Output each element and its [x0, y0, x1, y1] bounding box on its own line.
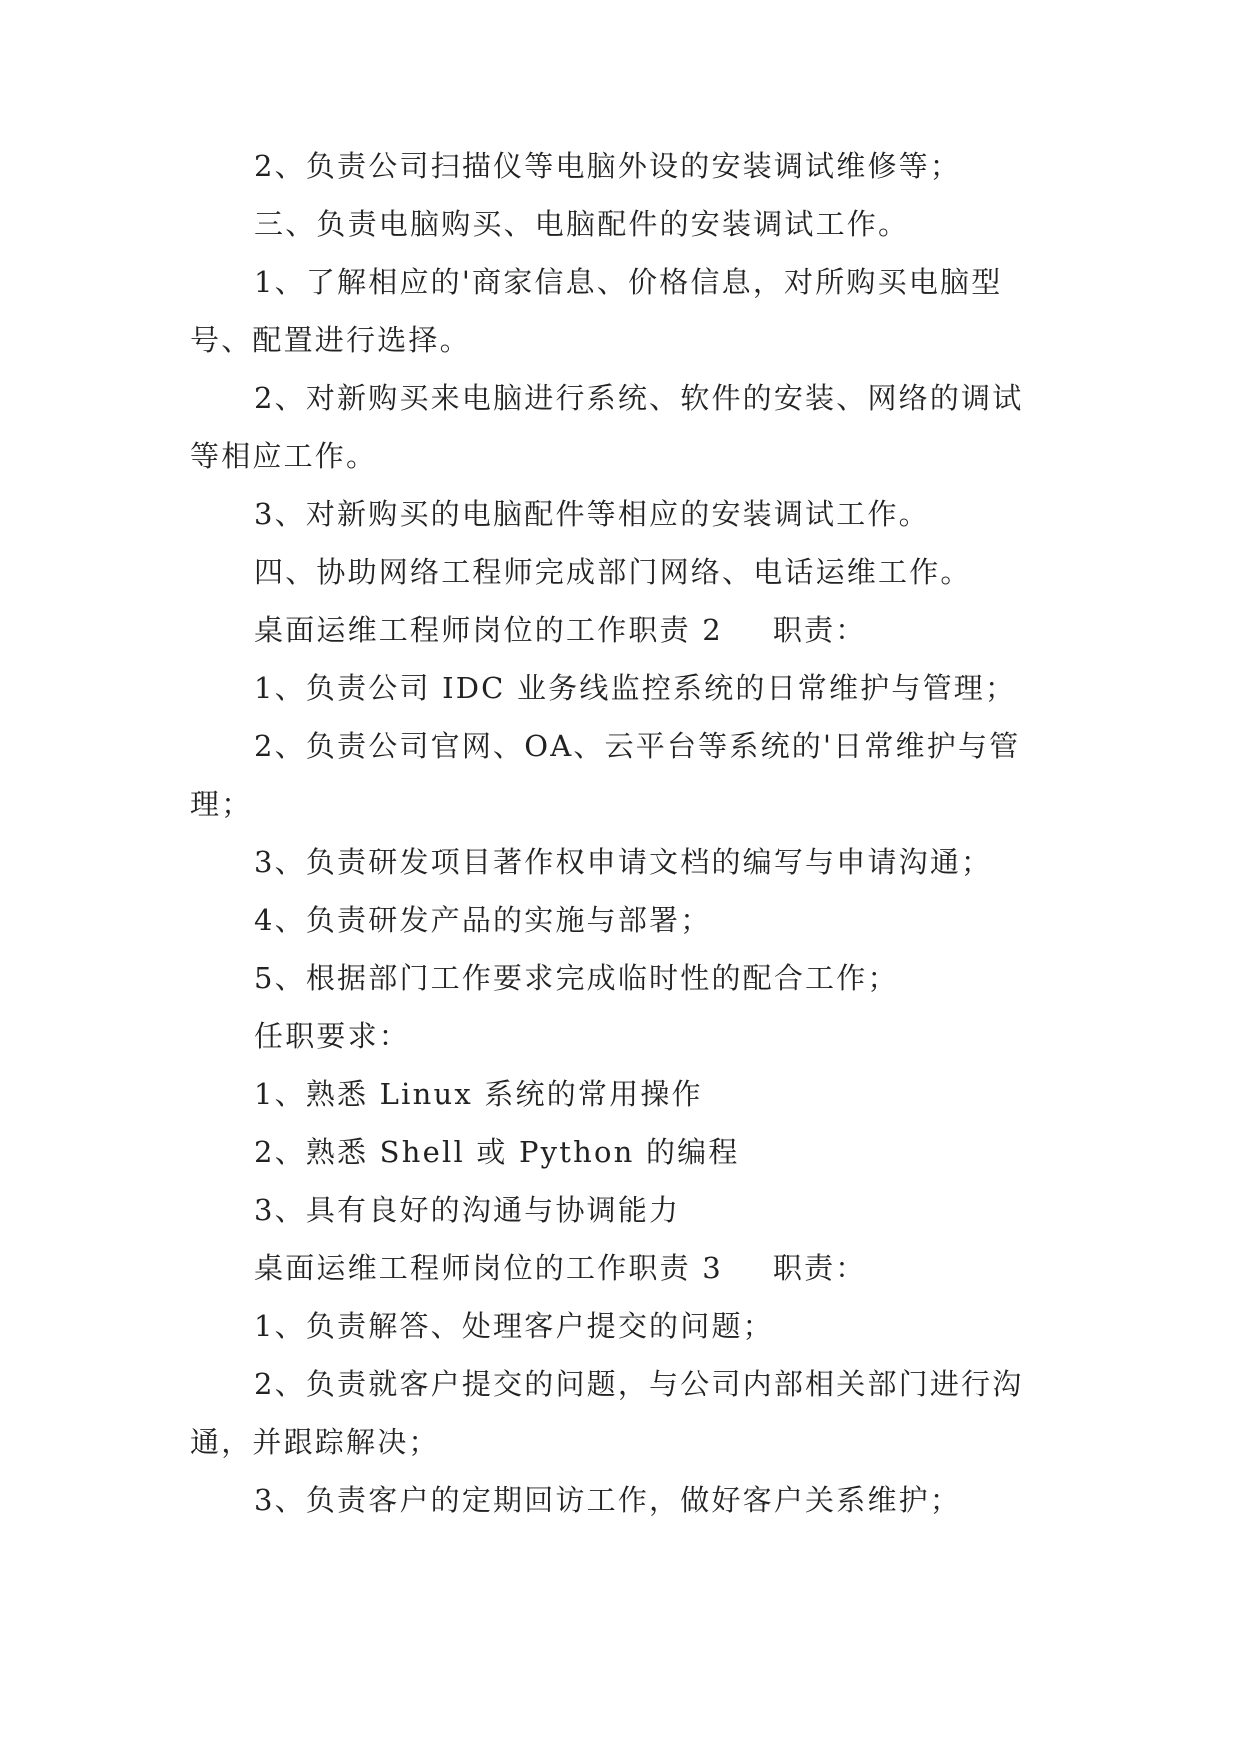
paragraph: 2、负责公司扫描仪等电脑外设的安装调试维修等； [254, 149, 962, 183]
duty-item: 4、负责研发产品的实施与部署； [254, 903, 712, 937]
duty-item: 3、负责客户的定期回访工作，做好客户关系维护； [254, 1483, 962, 1517]
duties-label: 职责： [772, 1251, 867, 1285]
paragraph: 四、协助网络工程师完成部门网络、电话运维工作。 [254, 555, 972, 589]
duty-item: 5、根据部门工作要求完成临时性的配合工作； [254, 961, 899, 995]
section-heading [190, 1239, 1048, 1297]
duty-item: 1、负责解答、处理客户提交的问题； [254, 1309, 774, 1343]
requirement-item: 1、熟悉 Linux 系统的常用操作 [254, 1077, 703, 1111]
duties-label: 职责： [772, 613, 867, 647]
section-heading-title: 桌面运维工程师岗位的工作职责 2 [254, 613, 723, 647]
section-heading-title: 桌面运维工程师岗位的工作职责 3 [254, 1251, 723, 1285]
duty-item: 2、负责就客户提交的问题，与公司内部相关部门进行沟通，并跟踪解决； [190, 1367, 1024, 1459]
requirement-item: 2、熟悉 Shell 或 Python 的编程 [254, 1135, 740, 1169]
section-heading [190, 601, 1048, 659]
paragraph: 3、对新购买的电脑配件等相应的安装调试工作。 [254, 497, 930, 531]
document-page [190, 137, 1048, 1529]
duty-item: 1、负责公司 IDC 业务线监控系统的日常维护与管理； [254, 671, 1017, 705]
paragraph: 三、负责电脑购买、电脑配件的安装调试工作。 [254, 207, 910, 241]
duty-item: 3、负责研发项目著作权申请文档的编写与申请沟通； [254, 845, 993, 879]
duty-item: 2、负责公司官网、OA、云平台等系统的'日常维护与管理； [190, 729, 1021, 821]
requirement-item: 3、具有良好的沟通与协调能力 [254, 1193, 681, 1227]
requirements-label: 任职要求： [254, 1019, 411, 1053]
paragraph: 2、对新购买来电脑进行系统、软件的安装、网络的调试等相应工作。 [190, 381, 1024, 473]
paragraph: 1、了解相应的'商家信息、价格信息，对所购买电脑型号、配置进行选择。 [190, 265, 1003, 357]
